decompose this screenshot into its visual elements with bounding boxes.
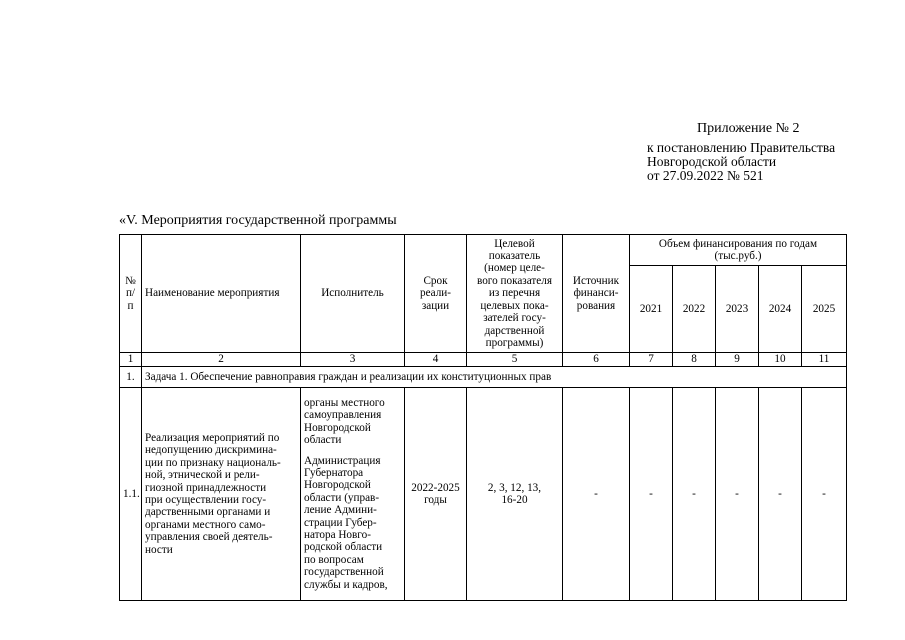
header-target-line: показатель: [488, 250, 541, 263]
header-year: 2022: [673, 266, 716, 353]
header-target-line: вого показателя: [477, 274, 552, 287]
header-term-line: реали-: [419, 287, 452, 300]
item-value-2025: -: [802, 388, 847, 601]
column-number: 3: [301, 353, 405, 367]
item-term-line: годы: [424, 494, 447, 506]
item-target-line: 16-20: [501, 494, 528, 506]
header-target-line: зателей госу-: [483, 312, 546, 325]
item-row: [120, 388, 847, 601]
item-name-line: гиозной принадлежности: [145, 481, 267, 494]
appendix-block: [647, 122, 835, 183]
header-target-line: (номер целе-: [484, 262, 545, 275]
header-executor: Исполнитель: [301, 235, 405, 353]
item-name-line: управления своей деятель-: [145, 531, 273, 544]
task-num: 1.: [120, 367, 142, 388]
column-number: 11: [802, 353, 847, 367]
item-name-line: органами местного само-: [145, 518, 266, 531]
item-name-line: при осуществлении госу-: [145, 494, 267, 506]
header-target-line: из перечня: [488, 287, 541, 300]
header-target-line: Целевой: [494, 237, 535, 250]
header-year: 2025: [802, 266, 847, 353]
executor-local-bodies: органы местного самоуправления Новгородской области: [304, 396, 385, 447]
column-number: 5: [467, 353, 563, 367]
header-source: [563, 235, 630, 353]
item-term: [405, 388, 467, 601]
column-number: 10: [759, 353, 802, 367]
header-funding-line: Объем финансирования по годам: [658, 237, 818, 250]
item-name-line: ной, этнической и рели-: [145, 469, 260, 482]
item-name-line: Реализация мероприятий по: [145, 431, 280, 444]
header-num-line: п/п: [125, 287, 136, 312]
header-target-line: программы): [485, 336, 544, 349]
column-number: 6: [563, 353, 630, 367]
header-funding-group: [630, 235, 847, 266]
header-term-line: зации: [421, 299, 450, 312]
column-number: 8: [673, 353, 716, 367]
item-executor: [301, 388, 405, 601]
item-value-2024: -: [759, 388, 802, 601]
item-value-2023: -: [716, 388, 759, 601]
header-term: [405, 235, 467, 353]
column-number: 9: [716, 353, 759, 367]
item-name-line: ности: [145, 543, 173, 556]
header-target-line: целевых пока-: [480, 299, 549, 312]
item-value-2021: -: [630, 388, 673, 601]
header-year: 2023: [716, 266, 759, 353]
executor-governor-administration: Администрация Губернатора Новгородской области (управ- ление Админи- страции Губер- натора Новго- родской области по вопросам государственной службы и кадров,: [304, 454, 388, 591]
column-number: 4: [405, 353, 467, 367]
section-title: «V. Мероприятия государственной программы: [119, 213, 397, 228]
header-source-line: Источник: [572, 274, 620, 287]
header-target-line: дарственной: [484, 324, 545, 337]
appendix-line: Новгородской области: [647, 154, 777, 169]
item-name-line: дарственными органами и: [145, 506, 271, 519]
header-funding-line: (тыс.руб.): [714, 250, 762, 262]
item-name-line: недопущению дискримина-: [145, 444, 277, 457]
appendix-line: к постановлению Правительства: [647, 140, 836, 155]
item-target: [467, 388, 563, 601]
column-number: 2: [142, 353, 301, 367]
program-table: [119, 234, 847, 601]
header-term-line: Срок: [423, 274, 448, 287]
item-value-2022: -: [673, 388, 716, 601]
item-name-line: ции по признаку националь-: [145, 456, 281, 469]
column-number: 1: [120, 353, 142, 367]
header-year: 2021: [630, 266, 673, 353]
task-text: Задача 1. Обеспечение равноправия граждан и реализации их конституционных прав: [142, 367, 847, 388]
appendix-line: от 27.09.2022 № 521: [647, 168, 764, 183]
column-number-row: [120, 353, 847, 367]
appendix-title: Приложение № 2: [697, 121, 800, 136]
header-num-line: №: [125, 274, 136, 287]
item-name: [142, 388, 301, 601]
column-number: 7: [630, 353, 673, 367]
header-year: 2024: [759, 266, 802, 353]
header-num: [120, 235, 142, 353]
item-target-line: 2, 3, 12, 13,: [487, 481, 542, 494]
item-term-line: 2022-2025: [411, 481, 460, 494]
header-name: Наименование мероприятия: [142, 235, 301, 353]
task-row: [120, 367, 847, 388]
header-source-line: рования: [576, 299, 616, 312]
header-source-line: финанси-: [573, 287, 619, 300]
item-source: -: [563, 388, 630, 601]
header-target: [467, 235, 563, 353]
item-num: 1.1.: [120, 388, 142, 601]
